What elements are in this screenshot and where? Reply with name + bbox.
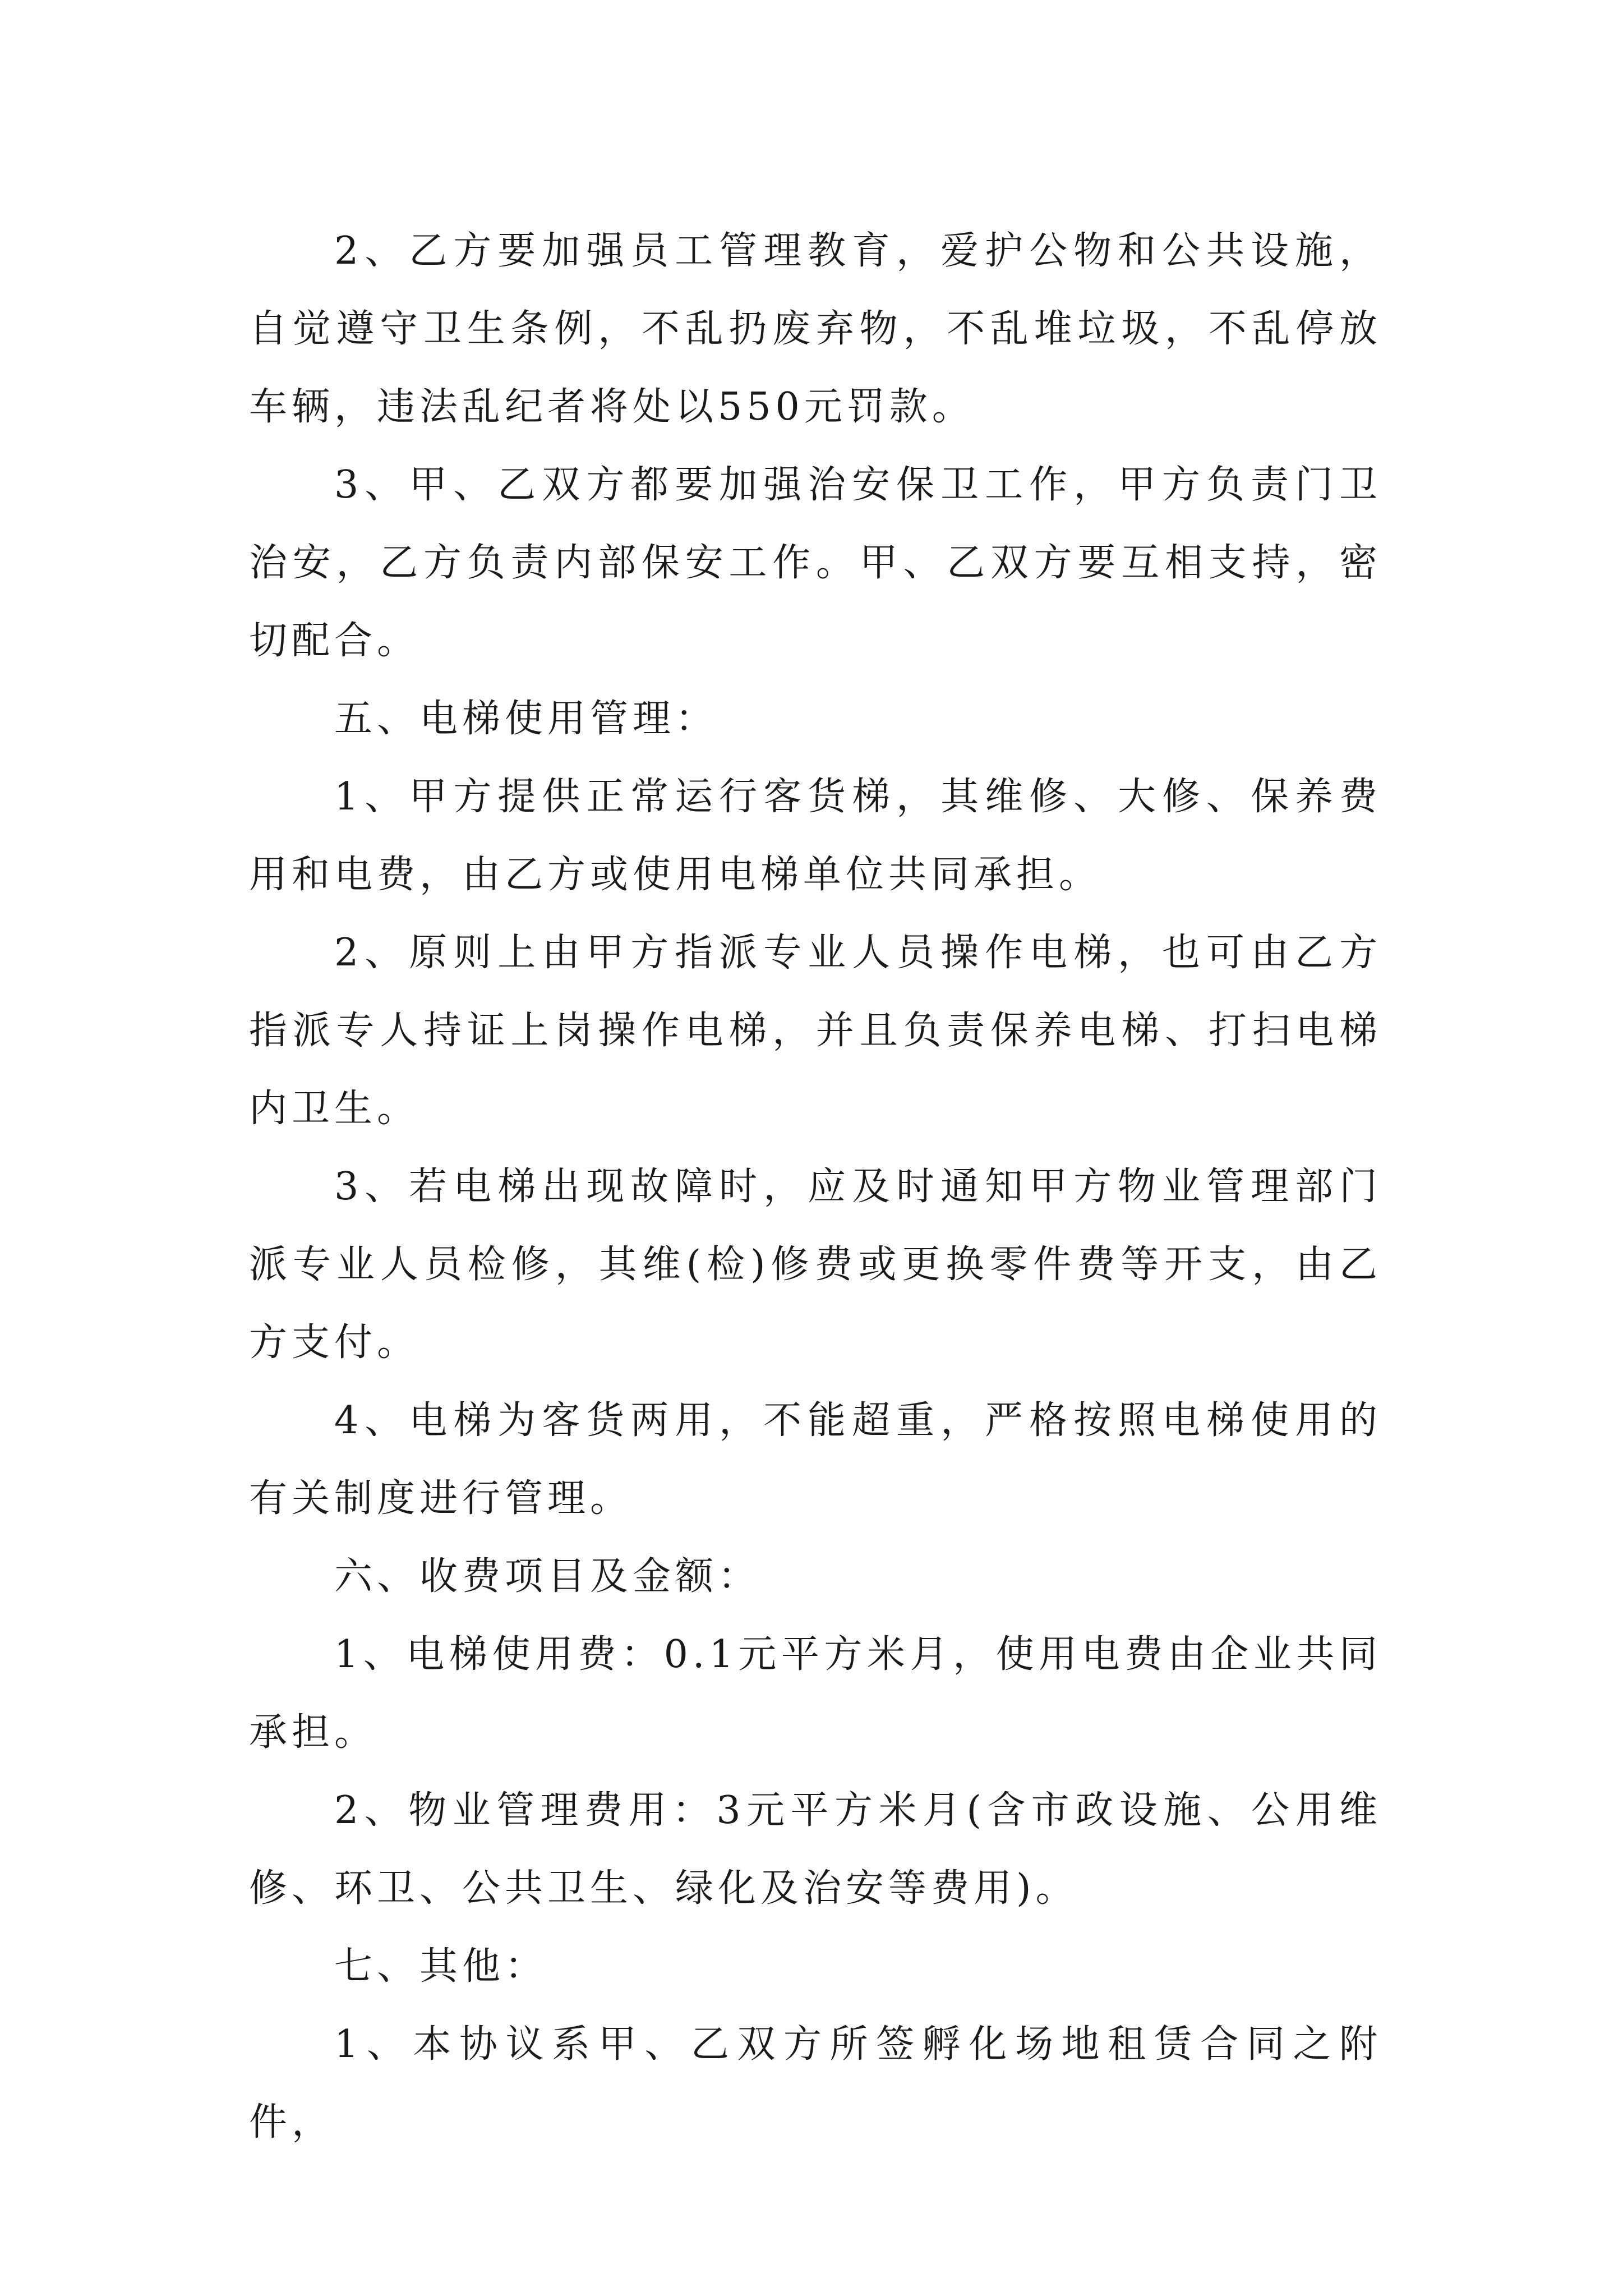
document-body	[249, 212, 1382, 2161]
paragraph-elevator-operator: 2、原则上由甲方指派专业人员操作电梯，也可由乙方指派专人持证上岗操作电梯，并且负责保养电梯、打扫电梯内卫生。	[249, 931, 1382, 1131]
paragraph-elevator-fee: 1、电梯使用费：0.1元平方米月，使用电费由企业共同承担。	[249, 1632, 1382, 1755]
paragraph-property-management-fee: 2、物业管理费用：3元平方米月(含市政设施、公用维修、环卫、公共卫生、绿化及治安等费用)。	[249, 1788, 1382, 1911]
paragraph-employee-management: 2、乙方要加强员工管理教育，爱护公物和公共设施，自觉遵守卫生条例，不乱扔废弃物，不乱堆垃圾，不乱停放车辆，违法乱纪者将处以550元罚款。	[249, 229, 1382, 429]
heading-fee-items: 六、收费项目及金额：	[334, 1554, 761, 1599]
paragraph-elevator-provision: 1、甲方提供正常运行客货梯，其维修、大修、保养费用和电费，由乙方或使用电梯单位共同承担。	[249, 775, 1382, 897]
paragraph-agreement-attachment: 1、本协议系甲、乙双方所签孵化场地租赁合同之附件，	[249, 2022, 1382, 2145]
paragraph-security-cooperation: 3、甲、乙双方都要加强治安保卫工作，甲方负责门卫治安，乙方负责内部保安工作。甲、乙双方要互相支持，密切配合。	[249, 463, 1382, 663]
paragraph-elevator-usage-rules: 4、电梯为客货两用，不能超重，严格按照电梯使用的有关制度进行管理。	[249, 1398, 1382, 1521]
heading-other: 七、其他：	[334, 1944, 548, 1989]
paragraph-elevator-fault: 3、若电梯出现故障时，应及时通知甲方物业管理部门派专业人员检修，其维(检)修费或更换零件费等开支，由乙方支付。	[249, 1165, 1382, 1365]
heading-elevator-management: 五、电梯使用管理：	[334, 697, 718, 741]
